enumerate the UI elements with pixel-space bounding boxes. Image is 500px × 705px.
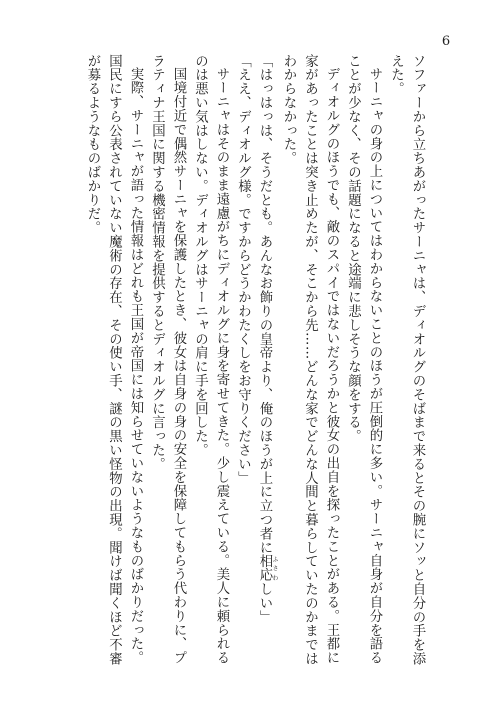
paragraph-text: サーニャはそのまま遠慮がちにディオルグに身を寄せてきた。少し震えている。美人に頼られるのは悪い気はしない。ディオルグはサーニャの肩に手を回した。 [192,54,229,666]
paragraph-text: ディオルグのほうでも、敵のスパイではないだろうかと彼女の出自を探ったことがある。王都に家があったことは突き止めたが、そこから先……どんな家でどんな人間と暮らしていたのかまではわからなかった。 [281,54,339,666]
paragraph [146,54,189,674]
paragraph [342,54,385,674]
dialogue-paragraph [254,54,278,674]
paragraph-text: 国境付近で偶然サーニャを保護したとき、彼女は自身の身の安全を保障してもらう代わりに、プラティナ王国に関する機密情報を提供するとディオルグに言った。 [149,54,186,666]
ruby-base: 相応 [257,554,272,583]
paragraph-text: 「ええ、ディオルグ様。ですからどうかわたくしをお守りください」 [235,54,251,485]
page-number: 6 [441,34,451,49]
paragraph-text-after: しい」 [257,582,272,624]
ruby-word [257,554,278,583]
paragraph-text: ソファーから立ちあがったサーニャは、ディオルグのそばまで来るとその腕にソッと自分の手を添えた。 [388,54,425,666]
paragraph [385,54,428,674]
paragraph [82,54,147,674]
dialogue-paragraph [232,54,254,674]
paragraph-text: サーニャの身の上についてはわからないことのほうが圧倒的に多い。サーニャ自身が自分を語ることが少なく、その話題になると途端に悲しそうな顔をする。 [345,54,382,666]
paragraph [278,54,343,674]
paragraph-text: 「はっはっは、そうだとも。あんなお飾りの皇帝より、俺のほうが上に立つ者に [257,54,272,555]
vertical-text-body [54,54,428,674]
paragraph-text: 実際、サーニャが語った情報はどれも王国が帝国には知らせていないようなものばかりだった。国民にすら公表されていない魔術の存在、その使い手、謎の黒い怪物の出現。聞けば聞くほど不審が募るようなものばかりだ。 [85,54,143,666]
ruby-reading: ふさわ [271,554,278,583]
paragraph [189,54,232,674]
